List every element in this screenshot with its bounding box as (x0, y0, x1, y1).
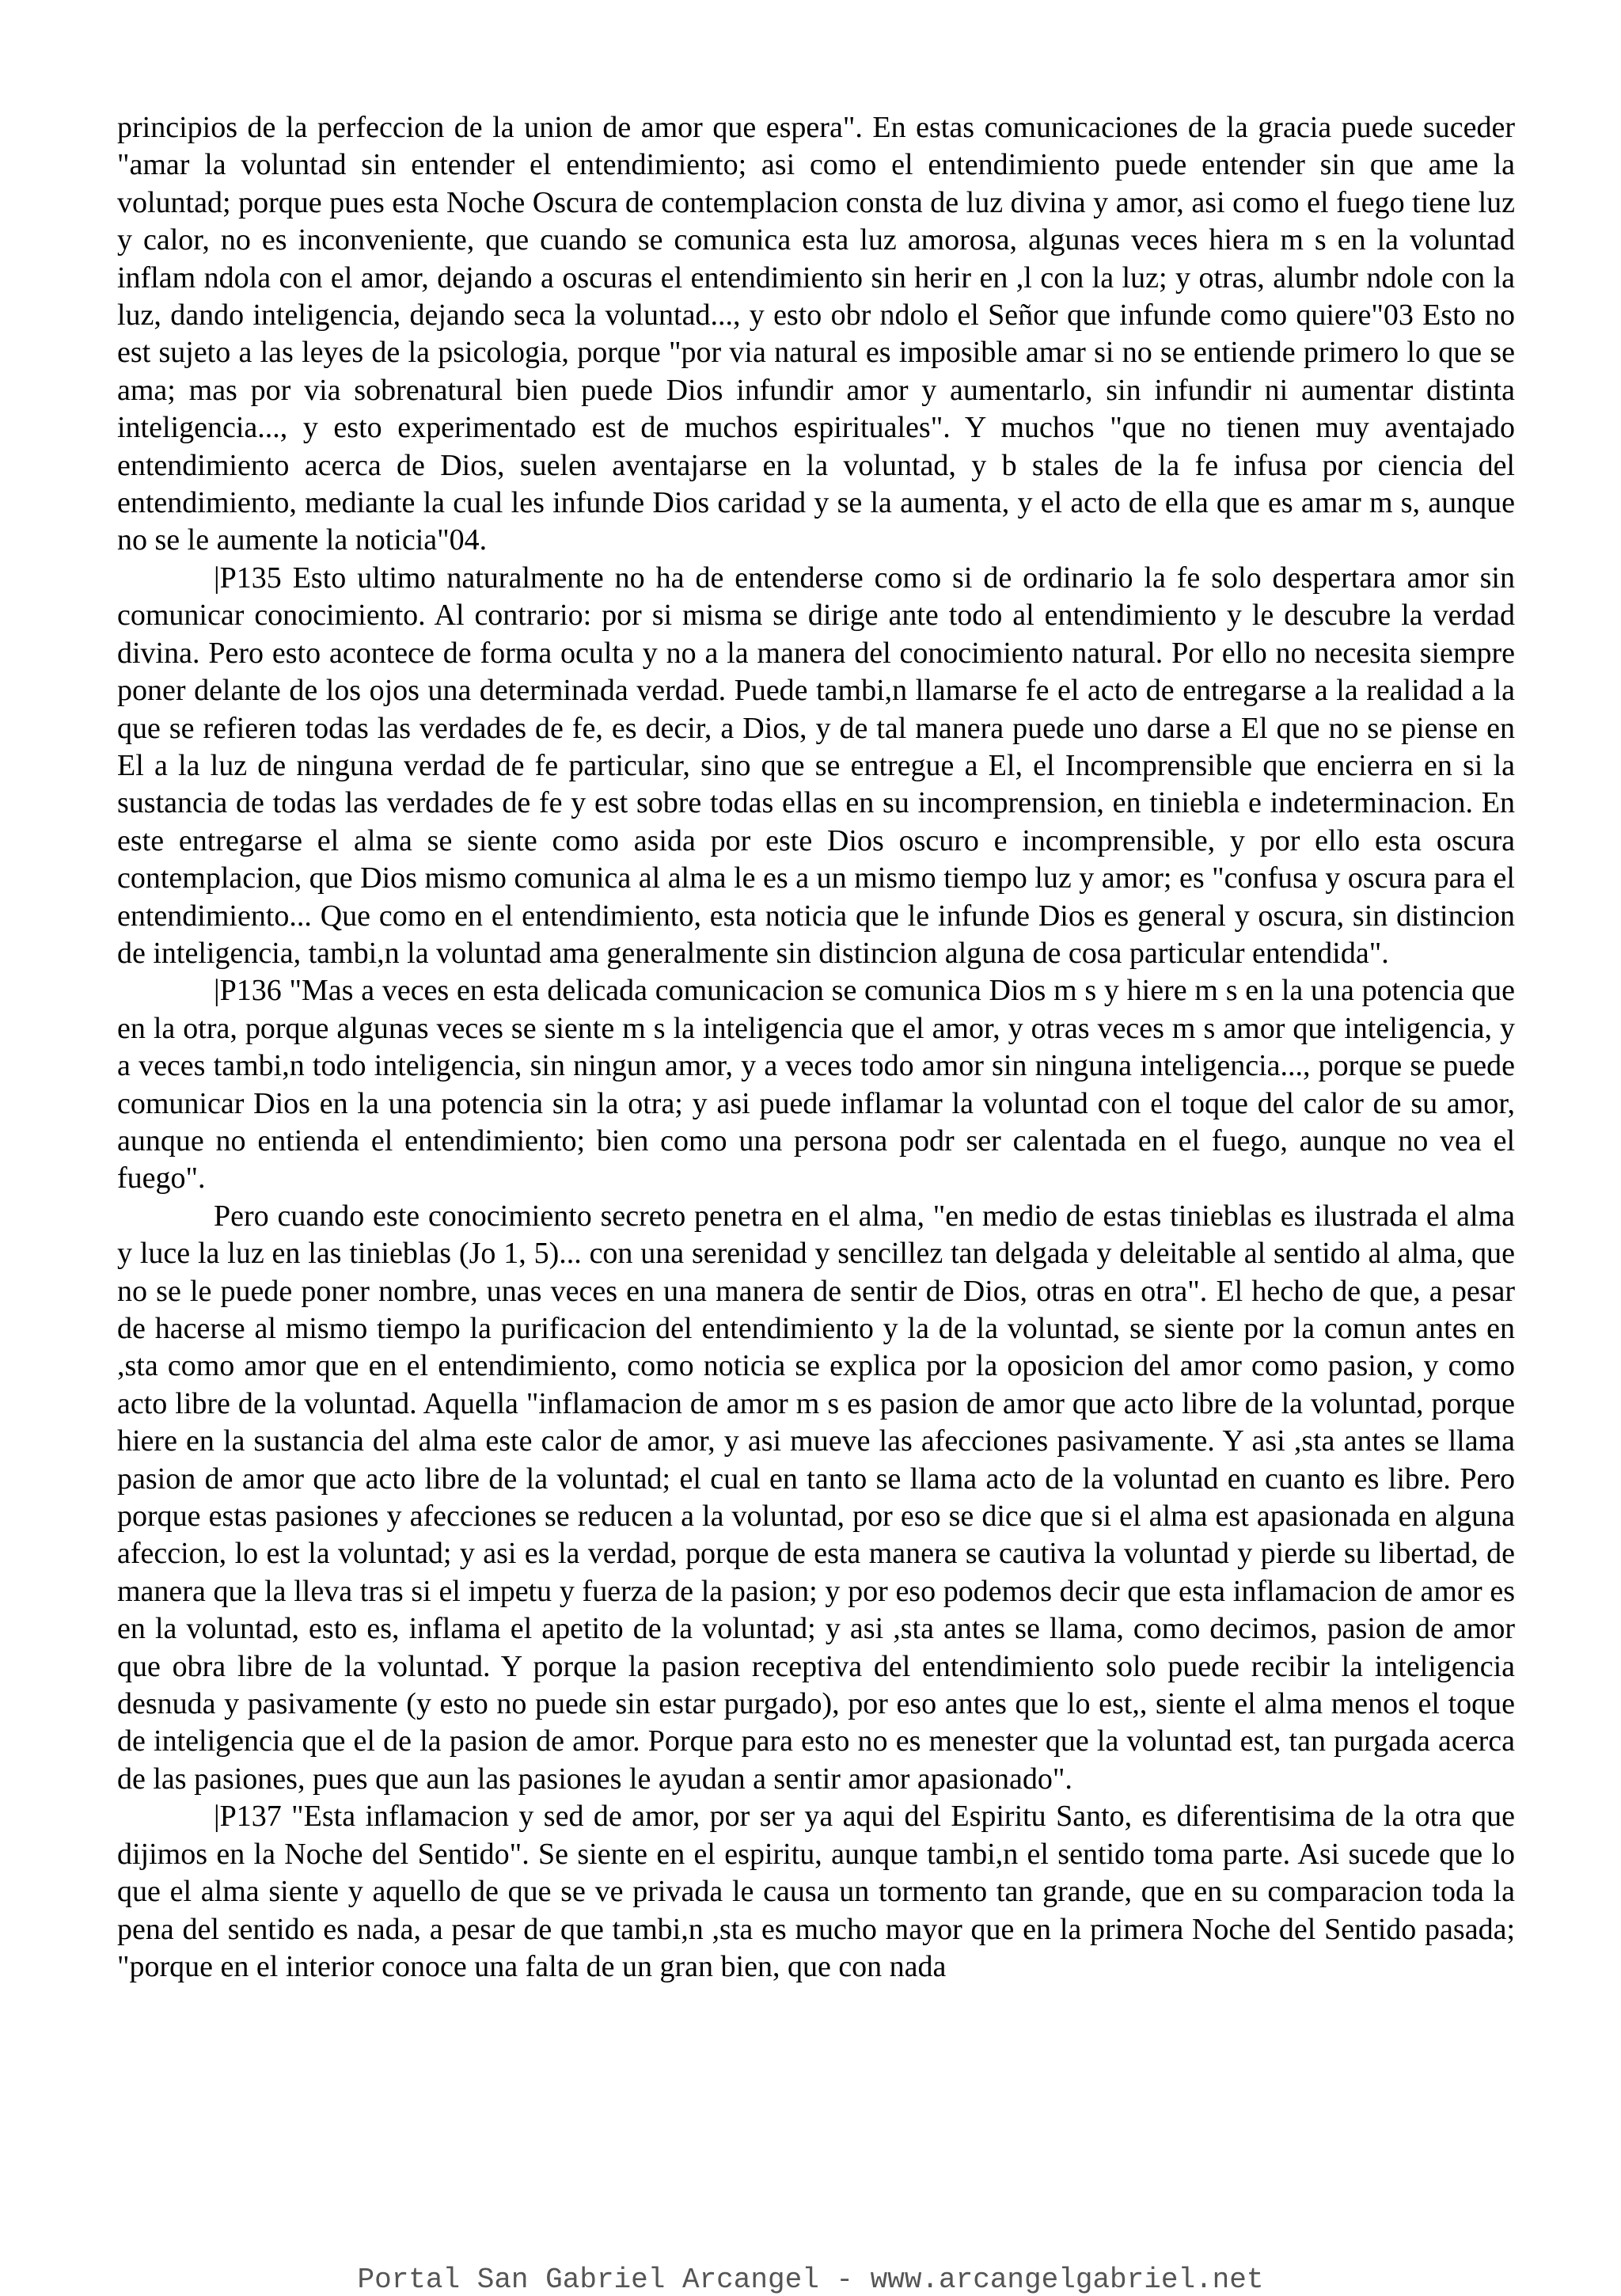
paragraph-p136: |P136 "Mas a veces en esta delicada comunicacion se comunica Dios m s y hiere m s en la una potencia que en la otra, porque algunas veces se siente m s la inteligencia que el amor, y otras veces m s amor que inteligencia, y a veces tambi,n todo inteligencia, sin ningun amor, y a veces todo amor sin ninguna inteligencia..., porque se puede comunicar Dios en la una potencia sin la otra; y asi puede inflamar la voluntad con el toque del calor de su amor, aunque no entienda el entendimiento; bien como una persona podr ser calentada en el fuego, aunque no vea el fuego". (117, 974, 1515, 1196)
document-body (117, 109, 1515, 2168)
paragraph-pero-cuando: Pero cuando este conocimiento secreto penetra en el alma, "en medio de estas tinieblas es ilustrada el alma y luce la luz en las tinieblas (Jo 1, 5)... con una serenidad y sencillez tan delgada y deleitable al sentido al alma, que no se le puede poner nombre, unas veces en una manera de sentir de Dios, otras en otra". El hecho de que, a pesar de hacerse al mismo tiempo la purificacion del entendimiento y la de la voluntad, se siente por la comun antes en ,sta como amor que en el entendimiento, como noticia se explica por la oposicion del amor como pasion, y como acto libre de la voluntad. Aquella "inflamacion de amor m s es pasion de amor que acto libre de la voluntad, porque hiere en la sustancia del alma este calor de amor, y asi mueve las afecciones pasivamente. Y asi ,sta antes se llama pasion de amor que acto libre de la voluntad; el cual en tanto se llama acto de la voluntad en cuanto es libre. Pero porque estas pasiones y afecciones se reducen a la voluntad, por eso se dice que si el alma est apasionada en alguna afeccion, lo est la voluntad; y asi es la verdad, porque de esta manera se cautiva la voluntad y pierde su libertad, de manera que la lleva tras si el impetu y fuerza de la pasion; y por eso podemos decir que esta inflamacion de amor es en la voluntad, esto es, inflama el apetito de la voluntad; y asi ,sta antes se llama, como decimos, pasion de amor que obra libre de la voluntad. Y porque la pasion receptiva del entendimiento solo puede recibir la inteligencia desnuda y pasivamente (y esto no puede sin estar purgado), por eso antes que lo est,, siente el alma menos el toque de inteligencia que el de la pasion de amor. Porque para esto no es menester que la voluntad est, tan purgada acerca de las pasiones, pues que aun las pasiones le ayudan a sentir amor apasionado". (117, 1199, 1515, 1796)
page-footer: Portal San Gabriel Arcangel - www.arcangelgabriel.net (357, 2264, 1264, 2296)
paragraph-1: principios de la perfeccion de la union de amor que espera". En estas comunicaciones de la gracia puede suceder "amar la voluntad sin entender el entendimiento; asi como el entendimiento puede entender sin que ame la voluntad; porque pues esta Noche Oscura de contemplacion consta de luz divina y amor, asi como el fuego tiene luz y calor, no es inconveniente, que cuando se comunica esta luz amorosa, algunas veces hiera m s en la voluntad inflam ndola con el amor, dejando a oscuras el entendimiento sin herir en ,l con la luz; y otras, alumbr ndole con la luz, dando inteligencia, dejando seca la voluntad..., y esto obr ndolo el Señor que infunde como quiere"03 Esto no est sujeto a las leyes de la psicologia, porque "por via natural es imposible amar si no se entiende primero lo que se ama; mas por via sobrenatural bien puede Dios infundir amor y aumentarlo, sin infundir ni aumentar distinta inteligencia..., y esto experimentado est de muchos espirituales". Y muchos "que no tienen muy aventajado entendimiento acerca de Dios, suelen aventajarse en la voluntad, y b stales de la fe infusa por ciencia del entendimiento, mediante la cual les infunde Dios caridad y se la aumenta, y el acto de ella que es amar m s, aunque no se le aumente la noticia"04. (117, 111, 1515, 557)
paragraph-p137: |P137 "Esta inflamacion y sed de amor, por ser ya aqui del Espiritu Santo, es diferentisima de la otra que dijimos en la Noche del Sentido". Se siente en el espiritu, aunque tambi,n el sentido toma parte. Asi sucede que lo que el alma siente y aquello de que se ve privada le causa un tormento tan grande, que en su comparacion toda la pena del sentido es nada, a pesar de que tambi,n ,sta es mucho mayor que en la primera Noche del Sentido pasada; "porque en el interior conoce una falta de un gran bien, que con nada (117, 1800, 1515, 1983)
paragraph-p135: |P135 Esto ultimo naturalmente no ha de entenderse como si de ordinario la fe solo despertara amor sin comunicar conocimiento. Al contrario: por si misma se dirige ante todo al entendimiento y le descubre la verdad divina. Pero esto acontece de forma oculta y no a la manera del conocimiento natural. Por ello no necesita siempre poner delante de los ojos una determinada verdad. Puede tambi,n llamarse fe el acto de entregarse a la realidad a la que se refieren todas las verdades de fe, es decir, a Dios, y de tal manera puede uno darse a El que no se piense en El a la luz de ninguna verdad de fe particular, sino que se entregue a El, el Incomprensible que encierra en si la sustancia de todas las verdades de fe y est sobre todas ellas en su incomprension, en tiniebla e indeterminacion. En este entregarse el alma se siente como asida por este Dios oscuro e incomprensible, y por ello esta oscura contemplacion, que Dios mismo comunica al alma le es a un mismo tiempo luz y amor; es "confusa y oscura para el entendimiento... Que como en el entendimiento, esta noticia que le infunde Dios es general y oscura, sin distincion de inteligencia, tambi,n la voluntad ama generalmente sin distincion alguna de cosa particular entendida". (117, 561, 1515, 970)
